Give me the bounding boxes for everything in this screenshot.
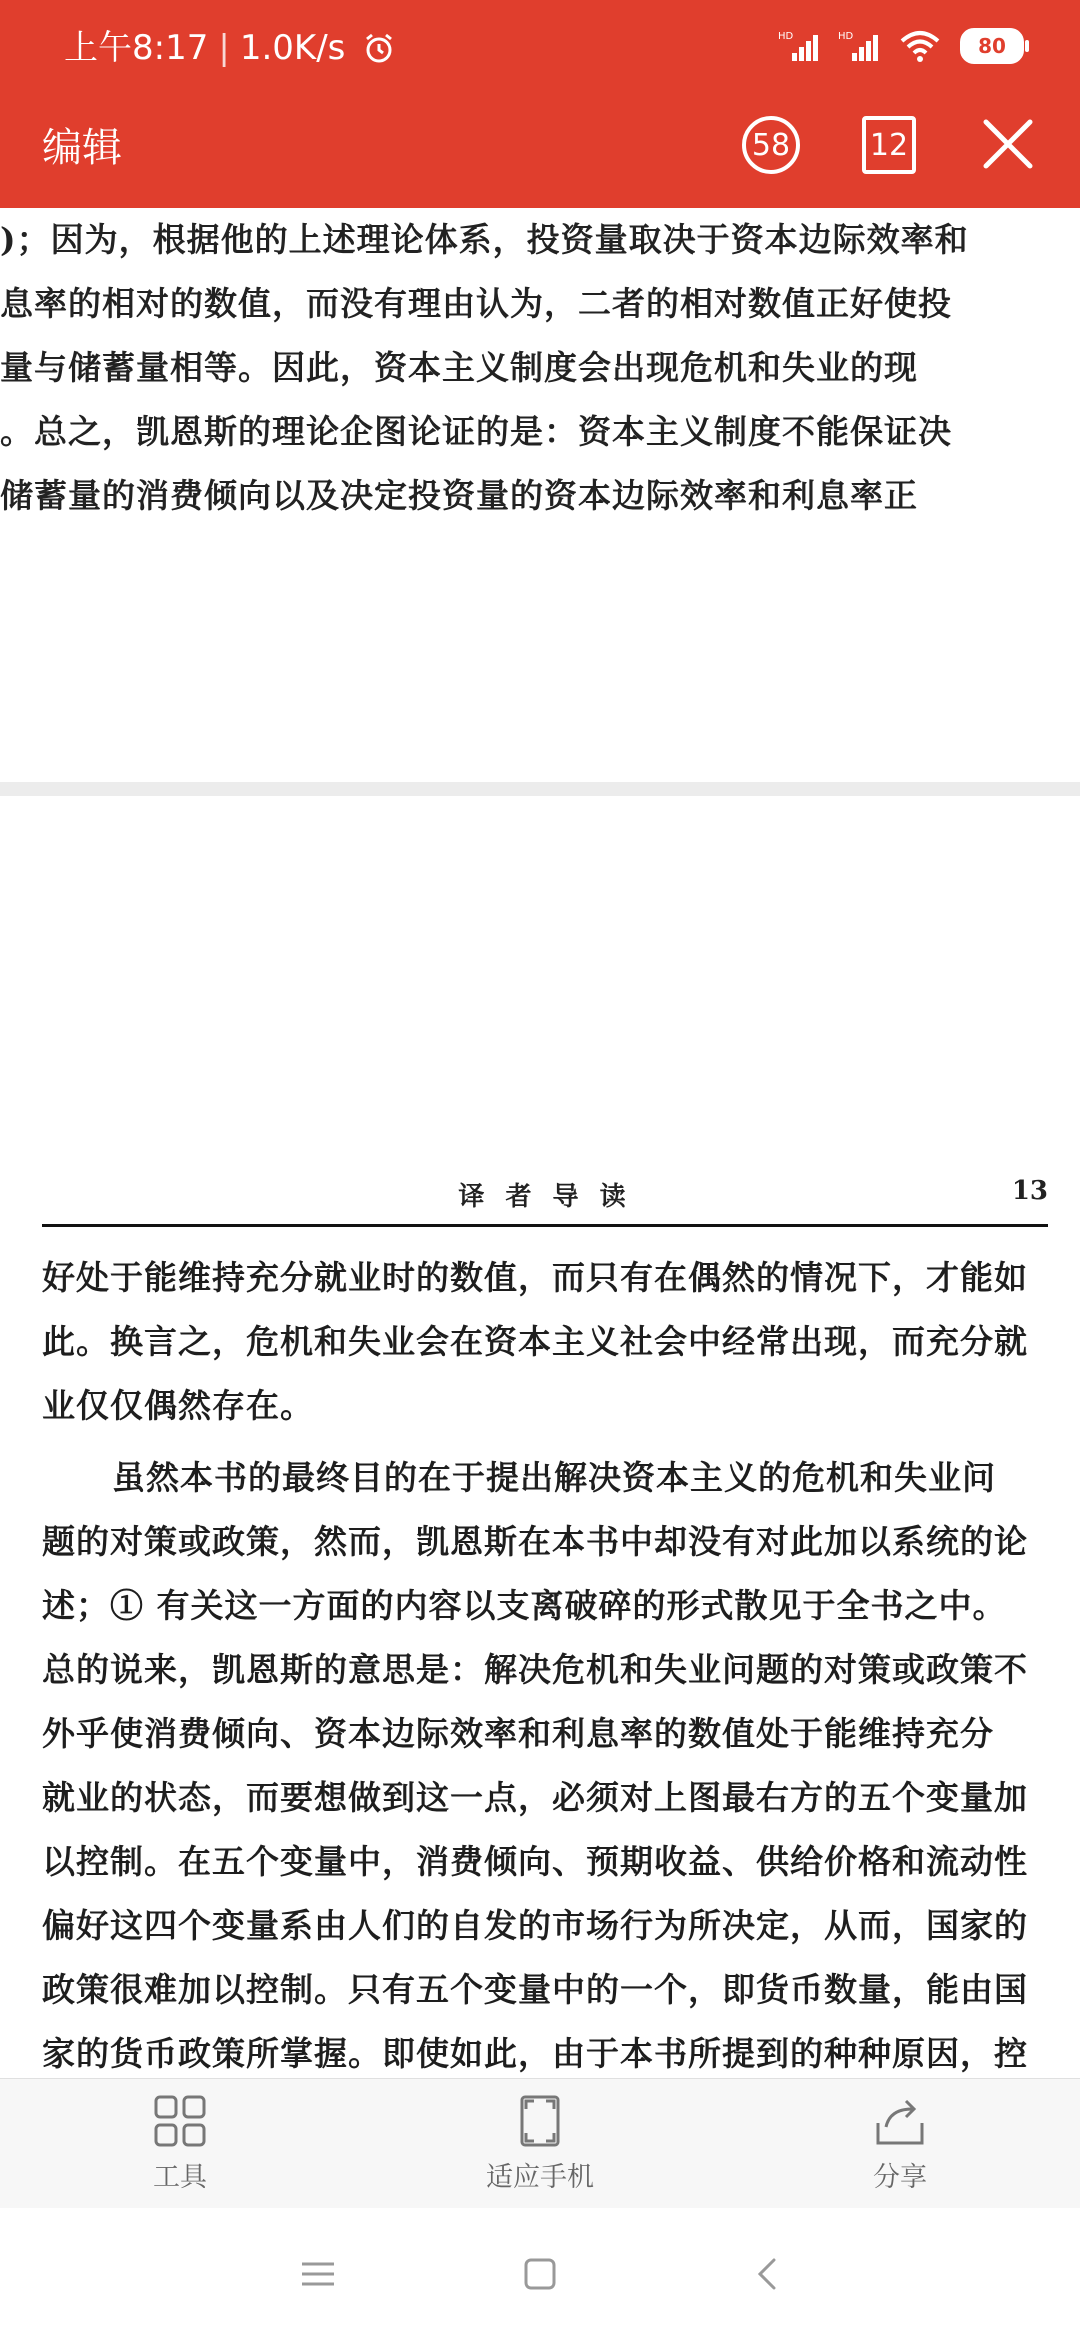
text-line: 就业的状态，而要想做到这一点，必须对上图最右方的五个变量加 (42, 1778, 1028, 1817)
document-viewer[interactable] (0, 208, 1080, 2078)
back-icon[interactable] (738, 2244, 798, 2304)
app-header (0, 0, 1080, 208)
running-title: 译 者 导 读 (458, 1182, 632, 1212)
text-line: 业仅仅偶然存在。 (42, 1386, 314, 1425)
signal-icon-2 (838, 29, 880, 63)
home-icon[interactable] (510, 2244, 570, 2304)
page-number-button[interactable] (862, 116, 916, 174)
tools-label: 工具 (153, 2162, 207, 2193)
text-line: 以控制。在五个变量中，消费倾向、预期收益、供给价格和流动性 (42, 1842, 1028, 1881)
battery-level: 80 (978, 34, 1006, 58)
close-icon[interactable] (978, 114, 1038, 174)
status-bar (0, 0, 1080, 96)
bottom-action-bar (0, 2078, 1080, 2209)
menu-icon[interactable] (288, 2244, 348, 2304)
text-line: 虽然本书的最终目的在于提出解决资本主义的危机和失业问 (112, 1458, 996, 1497)
text-line: 政策很难加以控制。只有五个变量中的一个，即货币数量，能由国 (42, 1970, 1028, 2009)
status-time (64, 26, 396, 70)
signal-icon (778, 29, 820, 63)
battery-icon (960, 28, 1024, 64)
previous-page (0, 208, 1080, 782)
fit-screen-button[interactable] (420, 2093, 660, 2203)
fit-screen-label: 适应手机 (486, 2162, 594, 2193)
edit-button[interactable]: 编辑 (42, 125, 122, 171)
share-label: 分享 (873, 2162, 927, 2193)
svg-text:HD: HD (778, 31, 794, 42)
text-line: 题的对策或政策，然而，凯恩斯在本书中却没有对此加以系统的论 (42, 1522, 1028, 1561)
page-number: 13 (1011, 1176, 1048, 1206)
reader-toolbar (0, 96, 1080, 208)
text-line: 量与储蓄量相等。因此，资本主义制度会出现危机和失业的现 (0, 348, 918, 387)
text-line: 息率的相对的数值，而没有理由认为，二者的相对数值正好使投 (0, 284, 952, 323)
text-line: 此。换言之，危机和失业会在资本主义社会中经常出现，而充分就 (42, 1322, 1028, 1361)
alarm-icon (362, 31, 396, 65)
text-line: 储蓄量的消费倾向以及决定投资量的资本边际效率和利息率正 (0, 476, 918, 515)
share-button[interactable] (780, 2093, 1020, 2203)
search-results-count: 58 (751, 127, 791, 163)
page-divider (0, 782, 1080, 796)
text-line: )；因为，根据他的上述理论体系，投资量取决于资本边际效率和 (0, 220, 969, 259)
network-speed: 1.0K/s (239, 28, 346, 68)
navigation-bar (0, 2208, 1080, 2340)
current-page (0, 796, 1080, 2078)
wifi-icon (898, 29, 942, 63)
status-separator: | (218, 28, 230, 68)
clock-text: 上午8:17 (64, 28, 209, 68)
share-icon (872, 2093, 928, 2149)
text-line: 总的说来，凯恩斯的意思是：解决危机和失业问题的对策或政策不 (42, 1650, 1028, 1689)
svg-text:HD: HD (838, 31, 854, 42)
text-line: 偏好这四个变量系由人们的自发的市场行为所决定，从而，国家的 (42, 1906, 1028, 1945)
text-line: 述；① 有关这一方面的内容以支离破碎的形式散见于全书之中。 (42, 1586, 1007, 1625)
status-icons (778, 28, 1024, 64)
tools-button[interactable] (60, 2093, 300, 2203)
tools-icon (152, 2093, 208, 2149)
fit-screen-icon (512, 2093, 568, 2149)
search-results-button[interactable] (742, 116, 800, 174)
text-line: 。总之，凯恩斯的理论企图论证的是：资本主义制度不能保证决 (0, 412, 952, 451)
text-line: 好处于能维持充分就业时的数值，而只有在偶然的情况下，才能如 (42, 1258, 1028, 1297)
page-number-value: 12 (869, 127, 909, 163)
running-header (42, 1176, 1048, 1227)
text-line: 家的货币政策所掌握。即使如此，由于本书所提到的种种原因，控 (42, 2034, 1028, 2073)
text-line: 外乎使消费倾向、资本边际效率和利息率的数值处于能维持充分 (42, 1714, 994, 1753)
